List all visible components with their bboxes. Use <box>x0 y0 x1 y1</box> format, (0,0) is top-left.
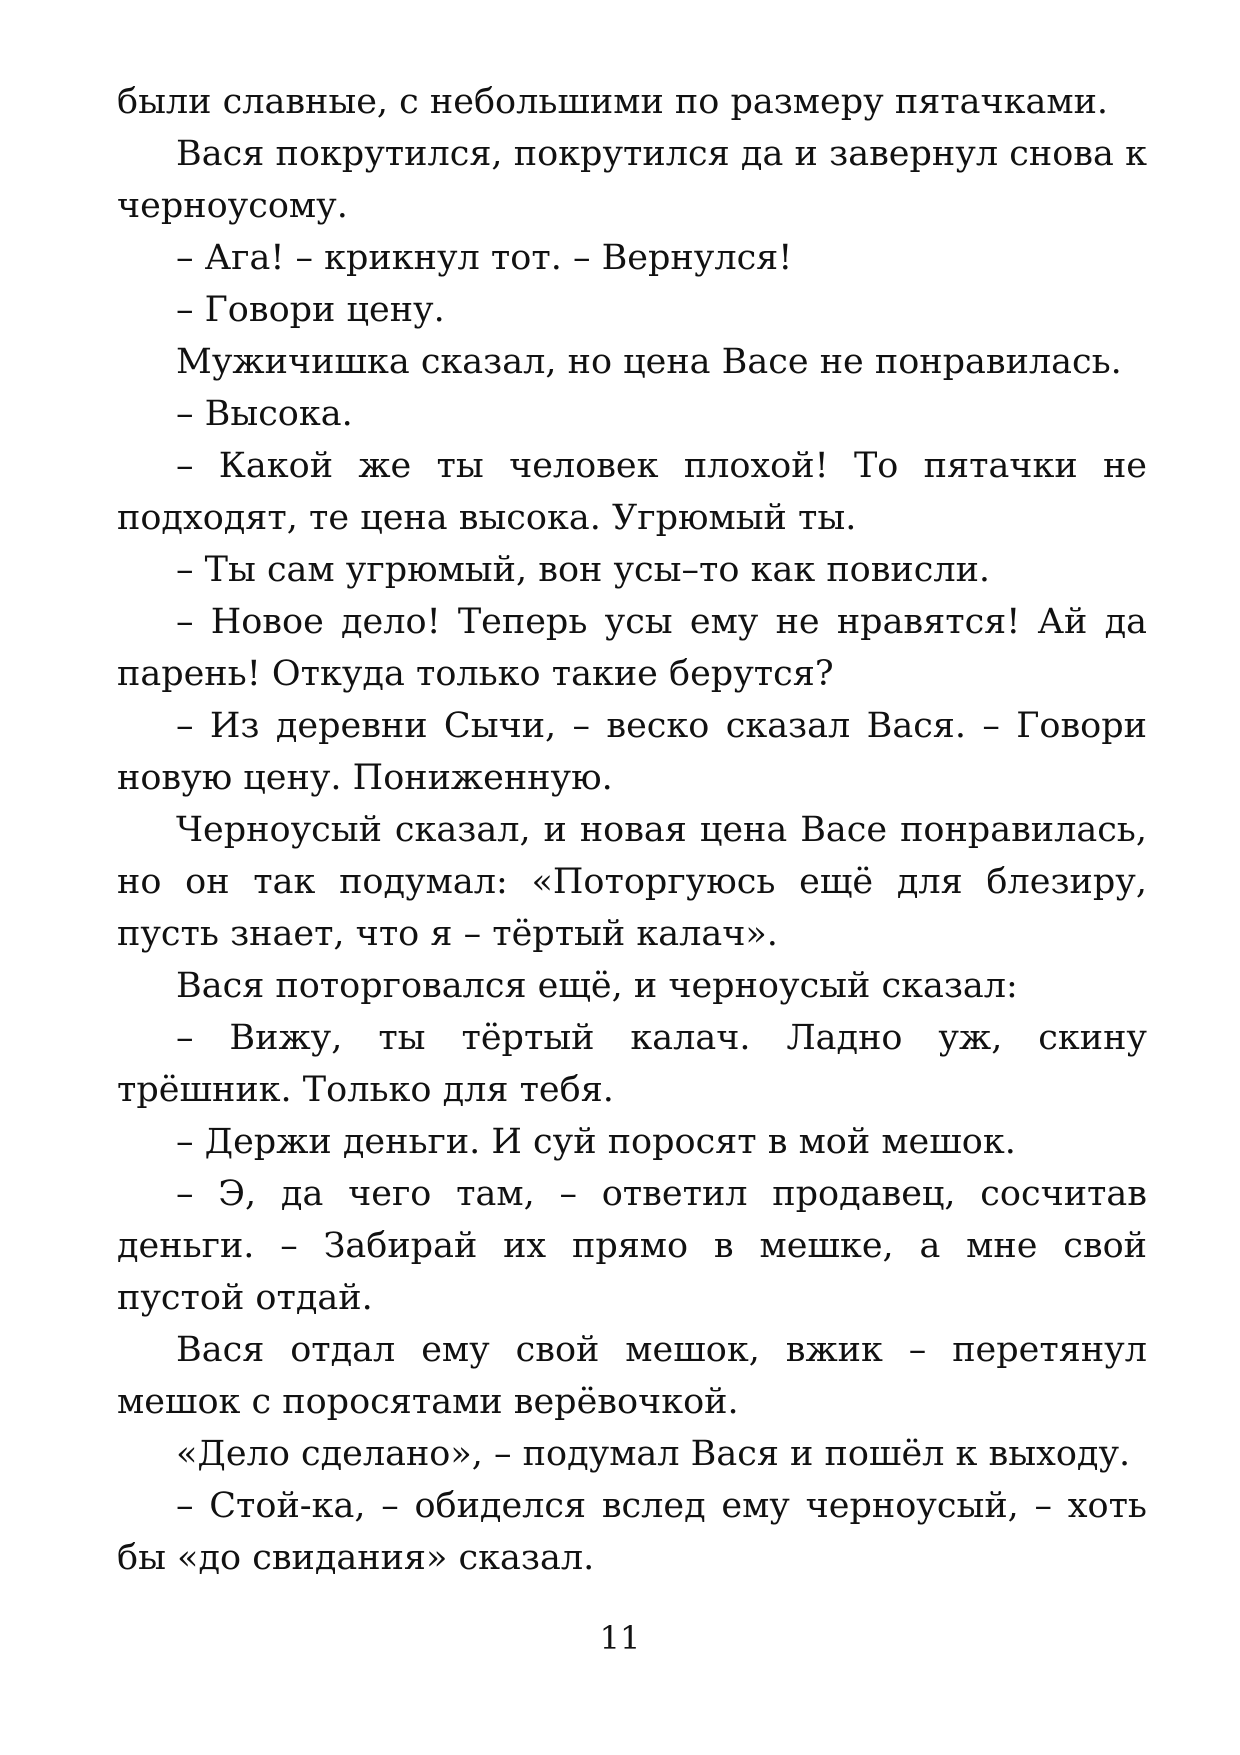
paragraph: – Говори цену. <box>176 290 445 330</box>
paragraph: Вася отдал ему свой мешок, вжик – перетянул мешок с поросятами верёвочкой. <box>117 1330 1147 1422</box>
paragraph: – Э, да чего там, – ответил продавец, сосчитав деньги. – Забирай их прямо в мешке, а мне свой пустой отдай. <box>117 1174 1147 1318</box>
paragraph: – Какой же ты человек плохой! То пятачки не подходят, те цена высока. Угрюмый ты. <box>117 446 1147 538</box>
paragraph: – Держи деньги. И суй поросят в мой мешок. <box>176 1122 1016 1162</box>
page-body <box>117 76 1147 1584</box>
paragraph: – Ага! – крикнул тот. – Вернулся! <box>176 238 793 278</box>
paragraph: Вася покрутился, покрутился да и завернул снова к черноусому. <box>117 134 1147 226</box>
paragraph: – Ты сам угрюмый, вон усы–то как повисли. <box>176 550 991 590</box>
paragraph: – Высока. <box>176 394 353 434</box>
paragraph: Мужичишка сказал, но цена Васе не понравилась. <box>176 342 1122 382</box>
paragraph: – Вижу, ты тёртый калач. Ладно уж, скину трёшник. Только для тебя. <box>117 1018 1147 1110</box>
paragraph: были славные, с небольшими по размеру пятачками. <box>117 82 1109 122</box>
paragraph: Вася поторговался ещё, и черноусый сказал: <box>176 966 1018 1006</box>
page-number: 11 <box>599 1619 641 1657</box>
paragraph: – Стой-ка, – обиделся вслед ему черноусый, – хоть бы «до свидания» сказал. <box>117 1486 1147 1578</box>
paragraph: Черноусый сказал, и новая цена Васе понравилась, но он так подумал: «Поторгуюсь ещё для блезиру, пусть знает, что я – тёртый калач». <box>117 810 1147 954</box>
paragraph: – Из деревни Сычи, – веско сказал Вася. – Говори новую цену. Пониженную. <box>117 706 1147 798</box>
paragraph: «Дело сделано», – подумал Вася и пошёл к выходу. <box>176 1434 1131 1474</box>
paragraph: – Новое дело! Теперь усы ему не нравятся! Ай да парень! Откуда только такие берутся? <box>117 602 1147 694</box>
